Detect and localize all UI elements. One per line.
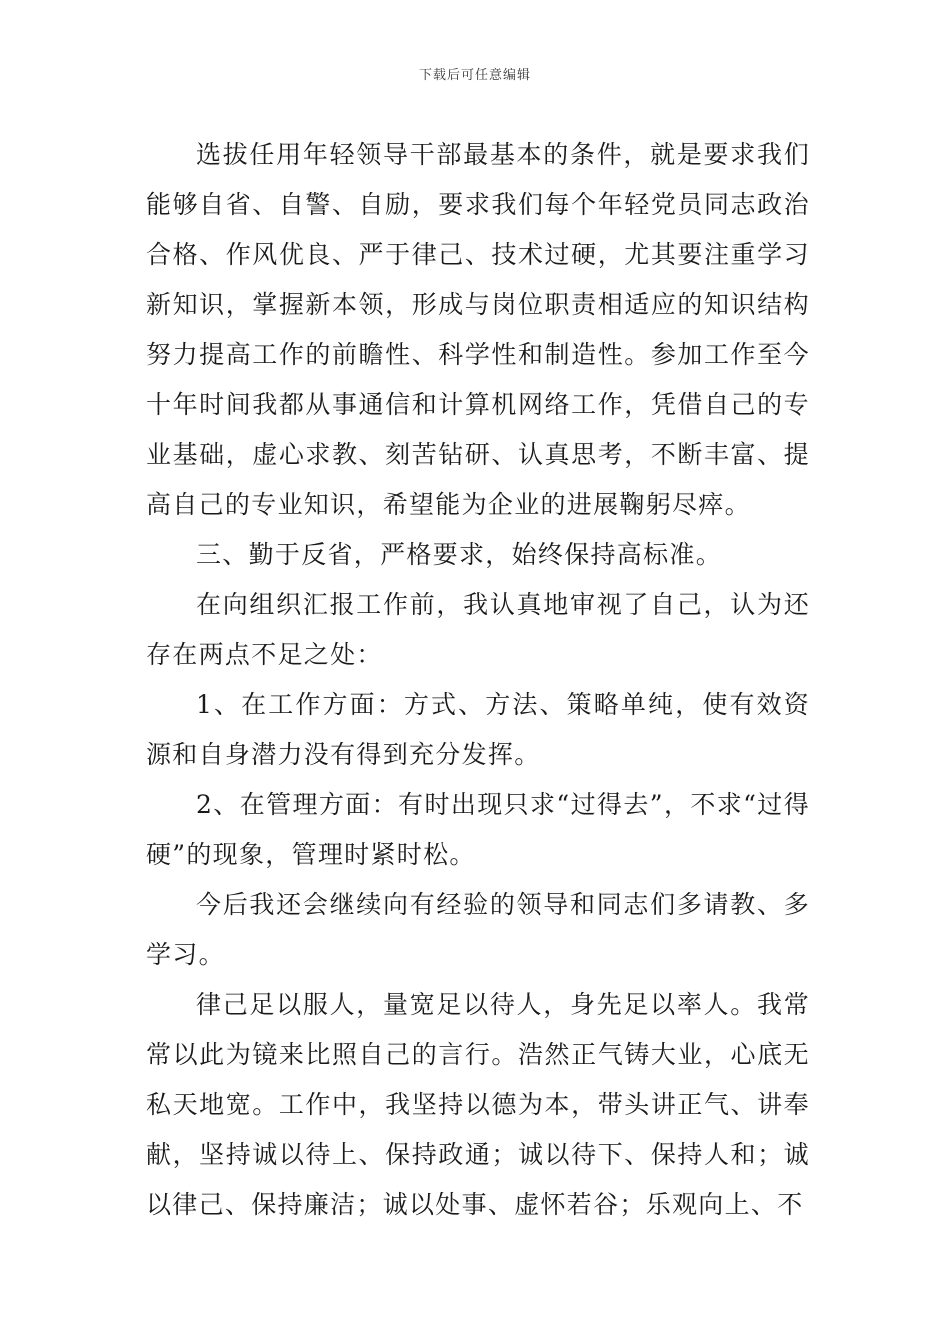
paragraph-section-heading-3: 三、勤于反省，严格要求，始终保持高标准。 bbox=[196, 540, 723, 569]
paragraph-selection-criteria: 选拔任用年轻领导干部最基本的条件，就是要求我们能够自省、自警、自励，要求我们每个年轻党员同志政治合格、作风优良、严于律己、技术过硬，尤其要注重学习新知识，掌握新本领，形成与岗位职责相适应的知识结构努力提高工作的前瞻性、科学性和制造性。参加工作至今十年时间我都从事通信和计算机网络工作，凭借自己的专业基础，虚心求教、刻苦钻研、认真思考，不断丰富、提高自己的专业知识，希望能为企业的进展鞠躬尽瘁。 bbox=[146, 140, 810, 519]
paragraph-self-review: 在向组织汇报工作前，我认真地审视了自己，认为还存在两点不足之处： bbox=[146, 590, 810, 669]
page-header: 下载后可任意编辑 bbox=[418, 68, 531, 83]
document-body bbox=[146, 130, 810, 1230]
paragraph-shortcoming-1: 1、在工作方面：方式、方法、策略单纯，使有效资源和自身潜力没有得到充分发挥。 bbox=[146, 690, 810, 769]
paragraph-future-learning: 今后我还会继续向有经验的领导和同志们多请教、多学习。 bbox=[146, 890, 810, 969]
paragraph-self-discipline: 律己足以服人，量宽足以待人，身先足以率人。我常常以此为镜来比照自己的言行。浩然正气铸大业，心底无私天地宽。工作中，我坚持以德为本，带头讲正气、讲奉献，坚持诚以待上、保持政通；诚以待下、保持人和；诚以律己、保持廉洁；诚以处事、虚怀若谷；乐观向上、不 bbox=[146, 990, 810, 1219]
paragraph-shortcoming-2: 2、在管理方面：有时出现只求“过得去”，不求“过得硬”的现象，管理时紧时松。 bbox=[146, 790, 810, 869]
